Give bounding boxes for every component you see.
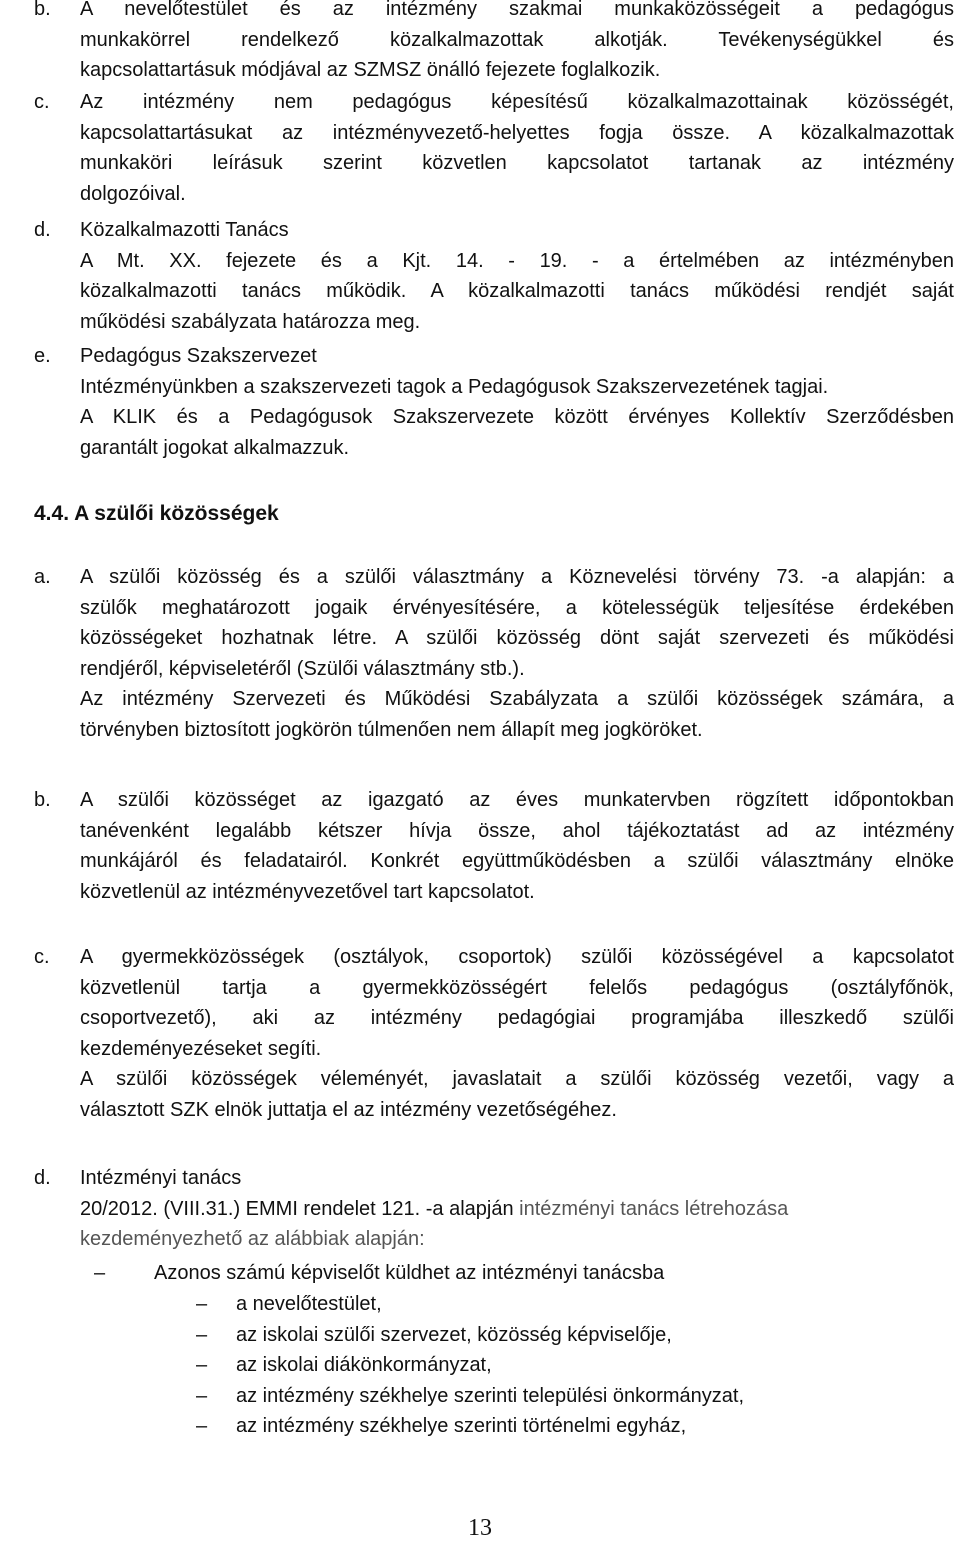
list-item: [196, 1381, 916, 1412]
section-b-marker: b.: [34, 0, 51, 20]
list-item: [196, 1289, 916, 1320]
parents-a: [34, 562, 954, 745]
parents-d: [34, 1163, 954, 1255]
text-line: szülők meghatározott jogaik érvényesítésére, a kötelességük teljesítése érdekében: [80, 596, 954, 619]
text-line: közvetlenül az intézményvezetővel tart kapcsolatot.: [80, 880, 535, 903]
text-line: törvényben biztosított jogkörön túlmenően nem állapít meg jogköröket.: [80, 718, 703, 741]
rule-reference: 20/2012. (VIII.31.) EMMI rendelet 121. -a alapján: [80, 1197, 514, 1220]
text-line: Intézményünkben a szakszervezeti tagok a Pedagógusok Szakszervezetének tagjai.: [80, 375, 829, 398]
section-e: [34, 341, 954, 463]
list-item-text: az iskolai diákönkormányzat,: [236, 1354, 492, 1376]
text-line: közalkalmazotti tanács működik. A közalkalmazotti tanács működési rendjét saját: [80, 280, 954, 302]
section-c: [34, 87, 954, 209]
section-e-marker: e.: [34, 345, 51, 367]
text-line: A nevelőtestület és az intézmény szakmai munkaközösségeit a pedagógus: [80, 0, 954, 20]
list-item-text: az intézmény székhelye szerinti történelmi egyház,: [236, 1415, 687, 1437]
section-d-title: Közalkalmazotti Tanács: [80, 219, 289, 241]
section-d-marker: d.: [34, 219, 51, 241]
text-line: A gyermekközösségek (osztályok, csoportok) szülői közösségével a kapcsolatot: [80, 946, 954, 968]
section-e-text: [80, 341, 954, 463]
text-line: A szülői közösség és a szülői választmány a Köznevelési törvény 73. -a alapján: a: [80, 566, 954, 588]
list-item: [196, 1411, 916, 1442]
section-e-title: Pedagógus Szakszervezet: [80, 345, 317, 367]
text-line: működési szabályzata határozza meg.: [80, 310, 421, 333]
section-c-marker: c.: [34, 91, 50, 113]
text-line: közvetlenül tartja a gyermekközösségért felelős pedagógus (osztályfőnök,: [80, 976, 954, 999]
section-c-text: [80, 87, 954, 209]
text-line: A szülői közösséget az igazgató az éves munkatervben rögzített időpontokban: [80, 789, 954, 811]
parents-c-text: [80, 942, 954, 1125]
parents-a-text: [80, 562, 954, 745]
parents-d-title: Intézményi tanács: [80, 1167, 242, 1189]
parents-b: [34, 785, 954, 907]
dash-bullet: –: [196, 1293, 208, 1315]
text-line: garantált jogokat alkalmazzuk.: [80, 436, 350, 459]
text-line: közösségeket hozhatnak létre. A szülői közösség dönt saját szervezeti és működési: [80, 627, 954, 649]
text-line: A szülői közösségek véleményét, javaslatait a szülői közösség vezetői, vagy a: [80, 1068, 954, 1090]
parents-d-text: [80, 1163, 954, 1255]
list-item: [196, 1350, 916, 1381]
text-line: Az intézmény nem pedagógus képesítésű közalkalmazottainak közösségét,: [80, 91, 954, 113]
page-number: 13: [468, 1515, 492, 1541]
council-list-head: [94, 1258, 664, 1289]
list-item-text: a nevelőtestület,: [236, 1293, 382, 1315]
text-line: választott SZK elnök juttatja el az intézmény vezetőségéhez.: [80, 1098, 617, 1121]
parents-c-marker: c.: [34, 946, 50, 968]
list-item: [196, 1320, 916, 1351]
text-line: rendjéről, képviseletéről (Szülői választmány stb.).: [80, 657, 525, 680]
section-d-text: [80, 215, 954, 337]
text-line: munkakörrel rendelkező közalkalmazottak alkotják. Tevékenységükkel és: [80, 28, 954, 51]
parents-b-marker: b.: [34, 789, 51, 811]
list-item-text: az intézmény székhelye szerinti települési önkormányzat,: [236, 1384, 745, 1407]
dash-bullet: –: [196, 1323, 208, 1346]
dash-bullet: –: [196, 1354, 208, 1376]
text-line: munkájáról és feladatairól. Konkrét együttműködésben a szülői választmány elnöke: [80, 850, 954, 872]
section-b-text: [80, 0, 954, 86]
dash-bullet: –: [94, 1262, 106, 1284]
list-item-text: az iskolai szülői szervezet, közösség képviselője,: [236, 1323, 672, 1346]
text-line: kezdeményezhető az alábbiak alapján:: [80, 1228, 425, 1250]
text-line: kezdeményezéseket segíti.: [80, 1037, 322, 1060]
text-line: tanévenként legalább kétszer hívja össze, ahol tájékoztatást ad az intézmény: [80, 819, 954, 842]
council-list-head-text: Azonos számú képviselőt küldhet az intézményi tanácsba: [154, 1262, 665, 1284]
text-line: Az intézmény Szervezeti és Működési Szabályzata a szülői közösségek számára, a: [80, 688, 954, 710]
text-line: csoportvezető), aki az intézmény pedagógiai programjába illeszkedő szülői: [80, 1007, 954, 1029]
section-d: [34, 215, 954, 337]
council-member-list: [196, 1289, 916, 1442]
text-line: [80, 1194, 954, 1225]
text-line: dolgozóival.: [80, 182, 186, 205]
parents-c: [34, 942, 954, 1125]
section-b: [34, 0, 954, 86]
parents-d-marker: d.: [34, 1167, 51, 1189]
text-line: munkaköri leírásuk szerint közvetlen kapcsolatot tartanak az intézmény: [80, 152, 954, 174]
parents-a-marker: a.: [34, 566, 51, 588]
text-line: A Mt. XX. fejezete és a Kjt. 14. - 19. - a értelmében az intézményben: [80, 249, 954, 272]
text-line: kapcsolattartásuk módjával az SZMSZ önálló fejezete foglalkozik.: [80, 59, 661, 81]
council-phrase: intézményi tanács létrehozása: [519, 1197, 789, 1220]
parents-b-text: [80, 785, 954, 907]
dash-bullet: –: [196, 1384, 208, 1407]
dash-bullet: –: [196, 1415, 208, 1437]
section-heading-4-4: 4.4. A szülői közösségek: [34, 502, 279, 525]
text-line: A KLIK és a Pedagógusok Szakszervezete között érvényes Kollektív Szerződésben: [80, 406, 954, 428]
text-line: kapcsolattartásukat az intézményvezető-helyettes fogja össze. A közalkalmazottak: [80, 121, 954, 144]
